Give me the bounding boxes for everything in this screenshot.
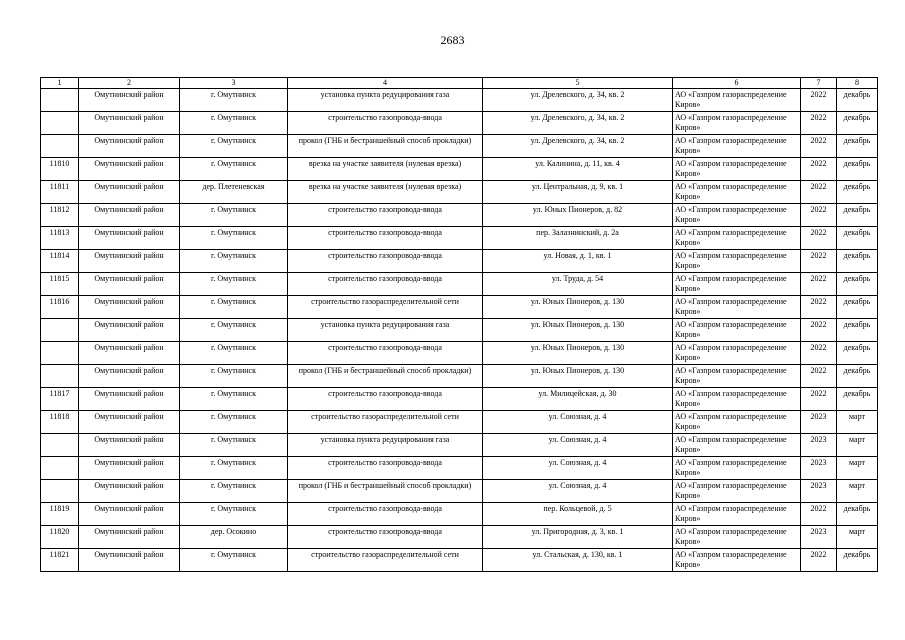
organization-cell: АО «Газпром газораспределение Киров» [673, 388, 801, 411]
year-cell: 2023 [801, 457, 837, 480]
organization-cell: АО «Газпром газораспределение Киров» [673, 296, 801, 319]
row-number [41, 89, 79, 112]
district-cell: Омутнинский район [79, 549, 180, 572]
year-cell: 2022 [801, 273, 837, 296]
organization-cell: АО «Газпром газораспределение Киров» [673, 480, 801, 503]
table-row [41, 342, 878, 365]
district-cell: Омутнинский район [79, 112, 180, 135]
organization-cell: АО «Газпром газораспределение Киров» [673, 457, 801, 480]
organization-cell: АО «Газпром газораспределение Киров» [673, 319, 801, 342]
column-number: 3 [180, 78, 288, 89]
locality-cell: г. Омутнинск [180, 296, 288, 319]
locality-cell: г. Омутнинск [180, 135, 288, 158]
month-cell: декабрь [837, 158, 878, 181]
year-cell: 2022 [801, 135, 837, 158]
locality-cell: г. Омутнинск [180, 388, 288, 411]
column-number: 8 [837, 78, 878, 89]
organization-cell: АО «Газпром газораспределение Киров» [673, 89, 801, 112]
locality-cell: г. Омутнинск [180, 457, 288, 480]
organization-cell: АО «Газпром газораспределение Киров» [673, 250, 801, 273]
district-cell: Омутнинский район [79, 319, 180, 342]
district-cell: Омутнинский район [79, 250, 180, 273]
row-number: 11810 [41, 158, 79, 181]
address-cell: пер. Залазнинский, д. 2а [483, 227, 673, 250]
month-cell: декабрь [837, 388, 878, 411]
year-cell: 2023 [801, 411, 837, 434]
locality-cell: г. Омутнинск [180, 227, 288, 250]
district-cell: Омутнинский район [79, 204, 180, 227]
table-row [41, 204, 878, 227]
month-cell: декабрь [837, 503, 878, 526]
work-type-cell: врезка на участке заявителя (нулевая врезка) [288, 158, 483, 181]
work-type-cell: строительство газопровода-ввода [288, 457, 483, 480]
year-cell: 2022 [801, 204, 837, 227]
organization-cell: АО «Газпром газораспределение Киров» [673, 158, 801, 181]
organization-cell: АО «Газпром газораспределение Киров» [673, 112, 801, 135]
row-number: 11821 [41, 549, 79, 572]
year-cell: 2022 [801, 365, 837, 388]
work-type-cell: строительство газопровода-ввода [288, 204, 483, 227]
year-cell: 2023 [801, 434, 837, 457]
address-cell: ул. Центральная, д. 9, кв. 1 [483, 181, 673, 204]
row-number [41, 135, 79, 158]
organization-cell: АО «Газпром газораспределение Киров» [673, 411, 801, 434]
table-row [41, 273, 878, 296]
column-number: 2 [79, 78, 180, 89]
work-type-cell: прокол (ГНБ и бестраншейный способ прокладки) [288, 135, 483, 158]
locality-cell: г. Омутнинск [180, 342, 288, 365]
work-type-cell: строительство газораспределительной сети [288, 549, 483, 572]
work-type-cell: строительство газопровода-ввода [288, 388, 483, 411]
table-row [41, 526, 878, 549]
district-cell: Омутнинский район [79, 227, 180, 250]
month-cell: декабрь [837, 273, 878, 296]
row-number: 11818 [41, 411, 79, 434]
work-type-cell: установка пункта редуцирования газа [288, 319, 483, 342]
locality-cell: г. Омутнинск [180, 365, 288, 388]
month-cell: декабрь [837, 89, 878, 112]
table-row [41, 411, 878, 434]
address-cell: ул. Союзная, д. 4 [483, 480, 673, 503]
table-row [41, 480, 878, 503]
organization-cell: АО «Газпром газораспределение Киров» [673, 135, 801, 158]
address-cell: ул. Труда, д. 54 [483, 273, 673, 296]
address-cell: ул. Стальская, д. 130, кв. 1 [483, 549, 673, 572]
work-type-cell: установка пункта редуцирования газа [288, 434, 483, 457]
year-cell: 2022 [801, 342, 837, 365]
row-number: 11816 [41, 296, 79, 319]
address-cell: ул. Дрелевского, д. 34, кв. 2 [483, 135, 673, 158]
locality-cell: г. Омутнинск [180, 480, 288, 503]
table-row [41, 227, 878, 250]
column-number: 1 [41, 78, 79, 89]
work-type-cell: установка пункта редуцирования газа [288, 89, 483, 112]
year-cell: 2023 [801, 480, 837, 503]
table-row [41, 181, 878, 204]
work-type-cell: строительство газораспределительной сети [288, 411, 483, 434]
work-type-cell: строительство газопровода-ввода [288, 227, 483, 250]
month-cell: декабрь [837, 204, 878, 227]
address-cell: пер. Кольцевой, д. 5 [483, 503, 673, 526]
locality-cell: г. Омутнинск [180, 158, 288, 181]
work-type-cell: строительство газопровода-ввода [288, 342, 483, 365]
district-cell: Омутнинский район [79, 411, 180, 434]
organization-cell: АО «Газпром газораспределение Киров» [673, 526, 801, 549]
table-row [41, 503, 878, 526]
row-number: 11820 [41, 526, 79, 549]
year-cell: 2022 [801, 112, 837, 135]
district-cell: Омутнинский район [79, 457, 180, 480]
work-type-cell: строительство газопровода-ввода [288, 503, 483, 526]
district-cell: Омутнинский район [79, 135, 180, 158]
address-cell: ул. Союзная, д. 4 [483, 457, 673, 480]
locality-cell: г. Омутнинск [180, 503, 288, 526]
month-cell: декабрь [837, 227, 878, 250]
row-number [41, 342, 79, 365]
column-number: 4 [288, 78, 483, 89]
year-cell: 2022 [801, 503, 837, 526]
locality-cell: г. Омутнинск [180, 204, 288, 227]
month-cell: март [837, 526, 878, 549]
district-cell: Омутнинский район [79, 434, 180, 457]
month-cell: декабрь [837, 112, 878, 135]
locality-cell: г. Омутнинск [180, 319, 288, 342]
work-type-cell: строительство газопровода-ввода [288, 112, 483, 135]
year-cell: 2022 [801, 158, 837, 181]
address-cell: ул. Юных Пионеров, д. 82 [483, 204, 673, 227]
district-cell: Омутнинский район [79, 89, 180, 112]
table-row [41, 457, 878, 480]
locality-cell: г. Омутнинск [180, 549, 288, 572]
address-cell: ул. Калинина, д. 11, кв. 4 [483, 158, 673, 181]
row-number [41, 457, 79, 480]
address-cell: ул. Дрелевского, д. 34, кв. 2 [483, 112, 673, 135]
year-cell: 2023 [801, 526, 837, 549]
district-cell: Омутнинский район [79, 296, 180, 319]
work-type-cell: прокол (ГНБ и бестраншейный способ прокладки) [288, 365, 483, 388]
organization-cell: АО «Газпром газораспределение Киров» [673, 227, 801, 250]
year-cell: 2022 [801, 549, 837, 572]
locality-cell: г. Омутнинск [180, 434, 288, 457]
table-row [41, 112, 878, 135]
address-cell: ул. Юных Пионеров, д. 130 [483, 365, 673, 388]
year-cell: 2022 [801, 181, 837, 204]
table-row [41, 549, 878, 572]
month-cell: декабрь [837, 296, 878, 319]
row-number [41, 319, 79, 342]
work-type-cell: строительство газопровода-ввода [288, 250, 483, 273]
table-row [41, 365, 878, 388]
locality-cell: г. Омутнинск [180, 273, 288, 296]
district-cell: Омутнинский район [79, 388, 180, 411]
month-cell: декабрь [837, 319, 878, 342]
locality-cell: дер. Осокино [180, 526, 288, 549]
address-cell: ул. Пригородная, д. 3, кв. 1 [483, 526, 673, 549]
district-cell: Омутнинский район [79, 365, 180, 388]
table-row [41, 89, 878, 112]
organization-cell: АО «Газпром газораспределение Киров» [673, 273, 801, 296]
year-cell: 2022 [801, 89, 837, 112]
organization-cell: АО «Газпром газораспределение Киров» [673, 503, 801, 526]
row-number: 11815 [41, 273, 79, 296]
month-cell: март [837, 434, 878, 457]
organization-cell: АО «Газпром газораспределение Киров» [673, 434, 801, 457]
year-cell: 2022 [801, 250, 837, 273]
row-number: 11819 [41, 503, 79, 526]
organization-cell: АО «Газпром газораспределение Киров» [673, 549, 801, 572]
column-number: 6 [673, 78, 801, 89]
month-cell: март [837, 457, 878, 480]
table-row [41, 158, 878, 181]
month-cell: март [837, 411, 878, 434]
district-cell: Омутнинский район [79, 503, 180, 526]
column-number: 5 [483, 78, 673, 89]
address-cell: ул. Милицейская, д. 30 [483, 388, 673, 411]
district-cell: Омутнинский район [79, 181, 180, 204]
row-number: 11811 [41, 181, 79, 204]
row-number [41, 434, 79, 457]
month-cell: декабрь [837, 549, 878, 572]
locality-cell: г. Омутнинск [180, 89, 288, 112]
month-cell: декабрь [837, 181, 878, 204]
work-type-cell: строительство газопровода-ввода [288, 526, 483, 549]
row-number: 11817 [41, 388, 79, 411]
row-number [41, 480, 79, 503]
district-cell: Омутнинский район [79, 526, 180, 549]
year-cell: 2022 [801, 388, 837, 411]
organization-cell: АО «Газпром газораспределение Киров» [673, 365, 801, 388]
column-number-row [41, 78, 878, 89]
locality-cell: дер. Плетеневская [180, 181, 288, 204]
address-cell: ул. Юных Пионеров, д. 130 [483, 342, 673, 365]
month-cell: декабрь [837, 365, 878, 388]
address-cell: ул. Юных Пионеров, д. 130 [483, 319, 673, 342]
address-cell: ул. Союзная, д. 4 [483, 411, 673, 434]
organization-cell: АО «Газпром газораспределение Киров» [673, 342, 801, 365]
month-cell: декабрь [837, 135, 878, 158]
row-number: 11812 [41, 204, 79, 227]
district-cell: Омутнинский район [79, 273, 180, 296]
month-cell: декабрь [837, 342, 878, 365]
work-type-cell: прокол (ГНБ и бестраншейный способ прокладки) [288, 480, 483, 503]
table-row [41, 135, 878, 158]
work-type-cell: врезка на участке заявителя (нулевая врезка) [288, 181, 483, 204]
year-cell: 2022 [801, 227, 837, 250]
table-row [41, 250, 878, 273]
table-row [41, 388, 878, 411]
locality-cell: г. Омутнинск [180, 250, 288, 273]
register-table [40, 77, 878, 572]
work-type-cell: строительство газораспределительной сети [288, 296, 483, 319]
organization-cell: АО «Газпром газораспределение Киров» [673, 181, 801, 204]
address-cell: ул. Юных Пионеров, д. 130 [483, 296, 673, 319]
address-cell: ул. Новая, д. 1, кв. 1 [483, 250, 673, 273]
month-cell: декабрь [837, 250, 878, 273]
table-row [41, 296, 878, 319]
district-cell: Омутнинский район [79, 342, 180, 365]
organization-cell: АО «Газпром газораспределение Киров» [673, 204, 801, 227]
table-row [41, 319, 878, 342]
address-cell: ул. Дрелевского, д. 34, кв. 2 [483, 89, 673, 112]
district-cell: Омутнинский район [79, 480, 180, 503]
district-cell: Омутнинский район [79, 158, 180, 181]
table-row [41, 434, 878, 457]
work-type-cell: строительство газопровода-ввода [288, 273, 483, 296]
locality-cell: г. Омутнинск [180, 112, 288, 135]
page-number: 2683 [440, 33, 465, 47]
year-cell: 2022 [801, 319, 837, 342]
row-number: 11813 [41, 227, 79, 250]
address-cell: ул. Союзная, д. 4 [483, 434, 673, 457]
row-number: 11814 [41, 250, 79, 273]
row-number [41, 365, 79, 388]
column-number: 7 [801, 78, 837, 89]
month-cell: март [837, 480, 878, 503]
locality-cell: г. Омутнинск [180, 411, 288, 434]
row-number [41, 112, 79, 135]
year-cell: 2022 [801, 296, 837, 319]
